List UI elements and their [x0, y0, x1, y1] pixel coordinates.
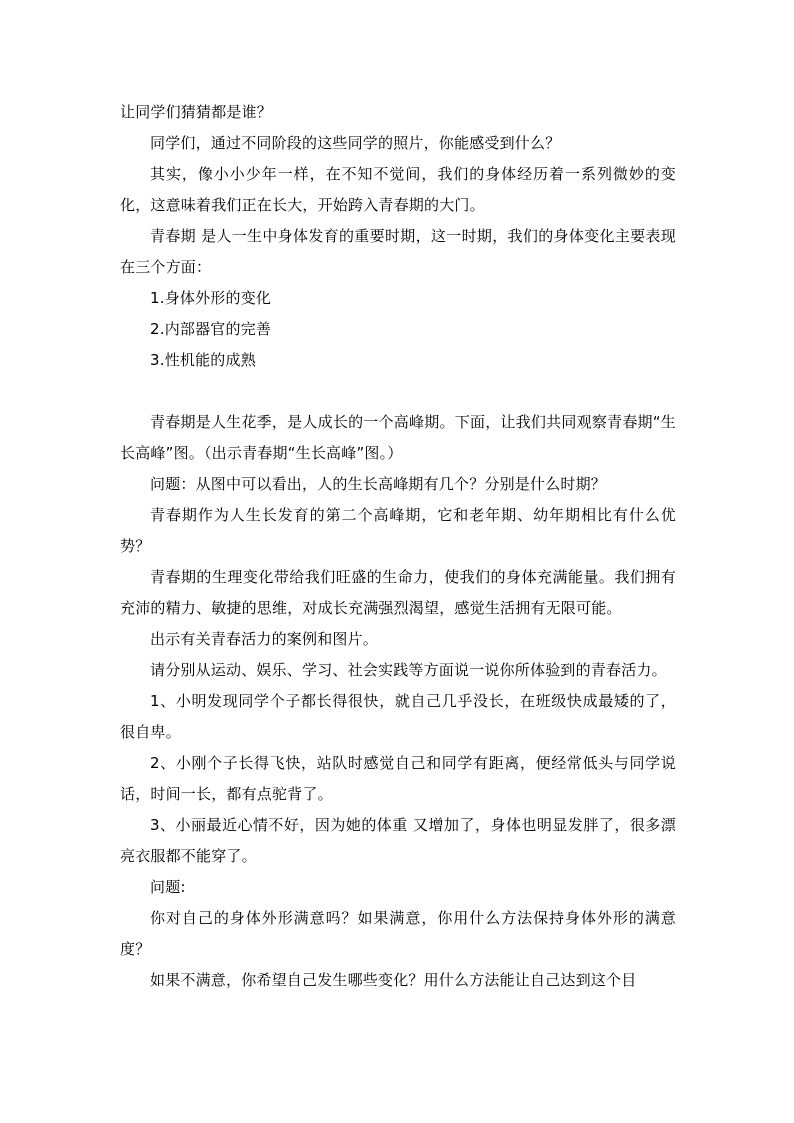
document-body	[120, 97, 676, 996]
paragraph-puberty-definition: 青春期 是人一生中身体发育的重要时期，这一时期，我们的身体变化主要表现在三个方面：	[120, 227, 676, 276]
paragraph-vitality: 青春期的生理变化带给我们旺盛的生命力，使我们的身体充满能量。我们拥有充沛的精力、敏捷的思维，对成长充满强烈渴望，感觉生活拥有无限可能。	[120, 568, 676, 617]
case-item-xiaoming: 1、小明发现同学个子都长得很快，就自己几乎没长，在班级快成最矮的了，很自卑。	[120, 692, 676, 741]
paragraph-growth-question: 问题：从图中可以看出，人的生长高峰期有几个？分别是什么时期？	[150, 475, 607, 493]
paragraph-intro-question: 让同学们猜猜都是谁？	[120, 103, 273, 121]
list-item-sexual-maturity: 3.性机能的成熟	[150, 351, 256, 369]
paragraph-unsatisfied-question: 如果不满意，你希望自己发生哪些变化？用什么方法能让自己达到这个目	[150, 971, 637, 989]
paragraph-question-label: 问题:	[150, 878, 186, 896]
paragraph-growing-up: 其实，像小小少年一样，在不知不觉间，我们的身体经历着一系列微妙的变化，这意味着我们正在长大，开始跨入青春期的大门。	[120, 165, 676, 214]
list-item-body-shape: 1.身体外形的变化	[150, 289, 272, 307]
list-item-internal-organs: 2.内部器官的完善	[150, 320, 272, 338]
paragraph-advantage-question: 青春期作为人生长发育的第二个高峰期，它和老年期、幼年期相比有什么优势？	[120, 506, 676, 555]
paragraph-growth-peak: 青春期是人生花季，是人成长的一个高峰期。下面，让我们共同观察青春期“生长高峰”图。（出示青春期“生长高峰”图。）	[120, 413, 676, 462]
blank-line	[120, 376, 676, 407]
paragraph-satisfied-question: 你对自己的身体外形满意吗？如果满意，你用什么方法保持身体外形的满意度？	[120, 909, 676, 958]
case-item-xiaogang: 2、小刚个子长得飞快，站队时感觉自己和同学有距离，便经常低头与同学说话，时间一长，都有点驼背了。	[120, 754, 676, 803]
paragraph-photo-question: 同学们，通过不同阶段的这些同学的照片，你能感受到什么？	[150, 134, 561, 152]
paragraph-discussion-prompt: 请分别从运动、娱乐、学习、社会实践等方面说一说你所体验到的青春活力。	[150, 661, 667, 679]
case-item-xiaoli: 3、小丽最近心情不好，因为她的体重 又增加了，身体也明显发胖了，很多漂亮衣服都不能穿了。	[120, 816, 676, 865]
paragraph-show-cases: 出示有关青春活力的案例和图片。	[150, 630, 379, 648]
